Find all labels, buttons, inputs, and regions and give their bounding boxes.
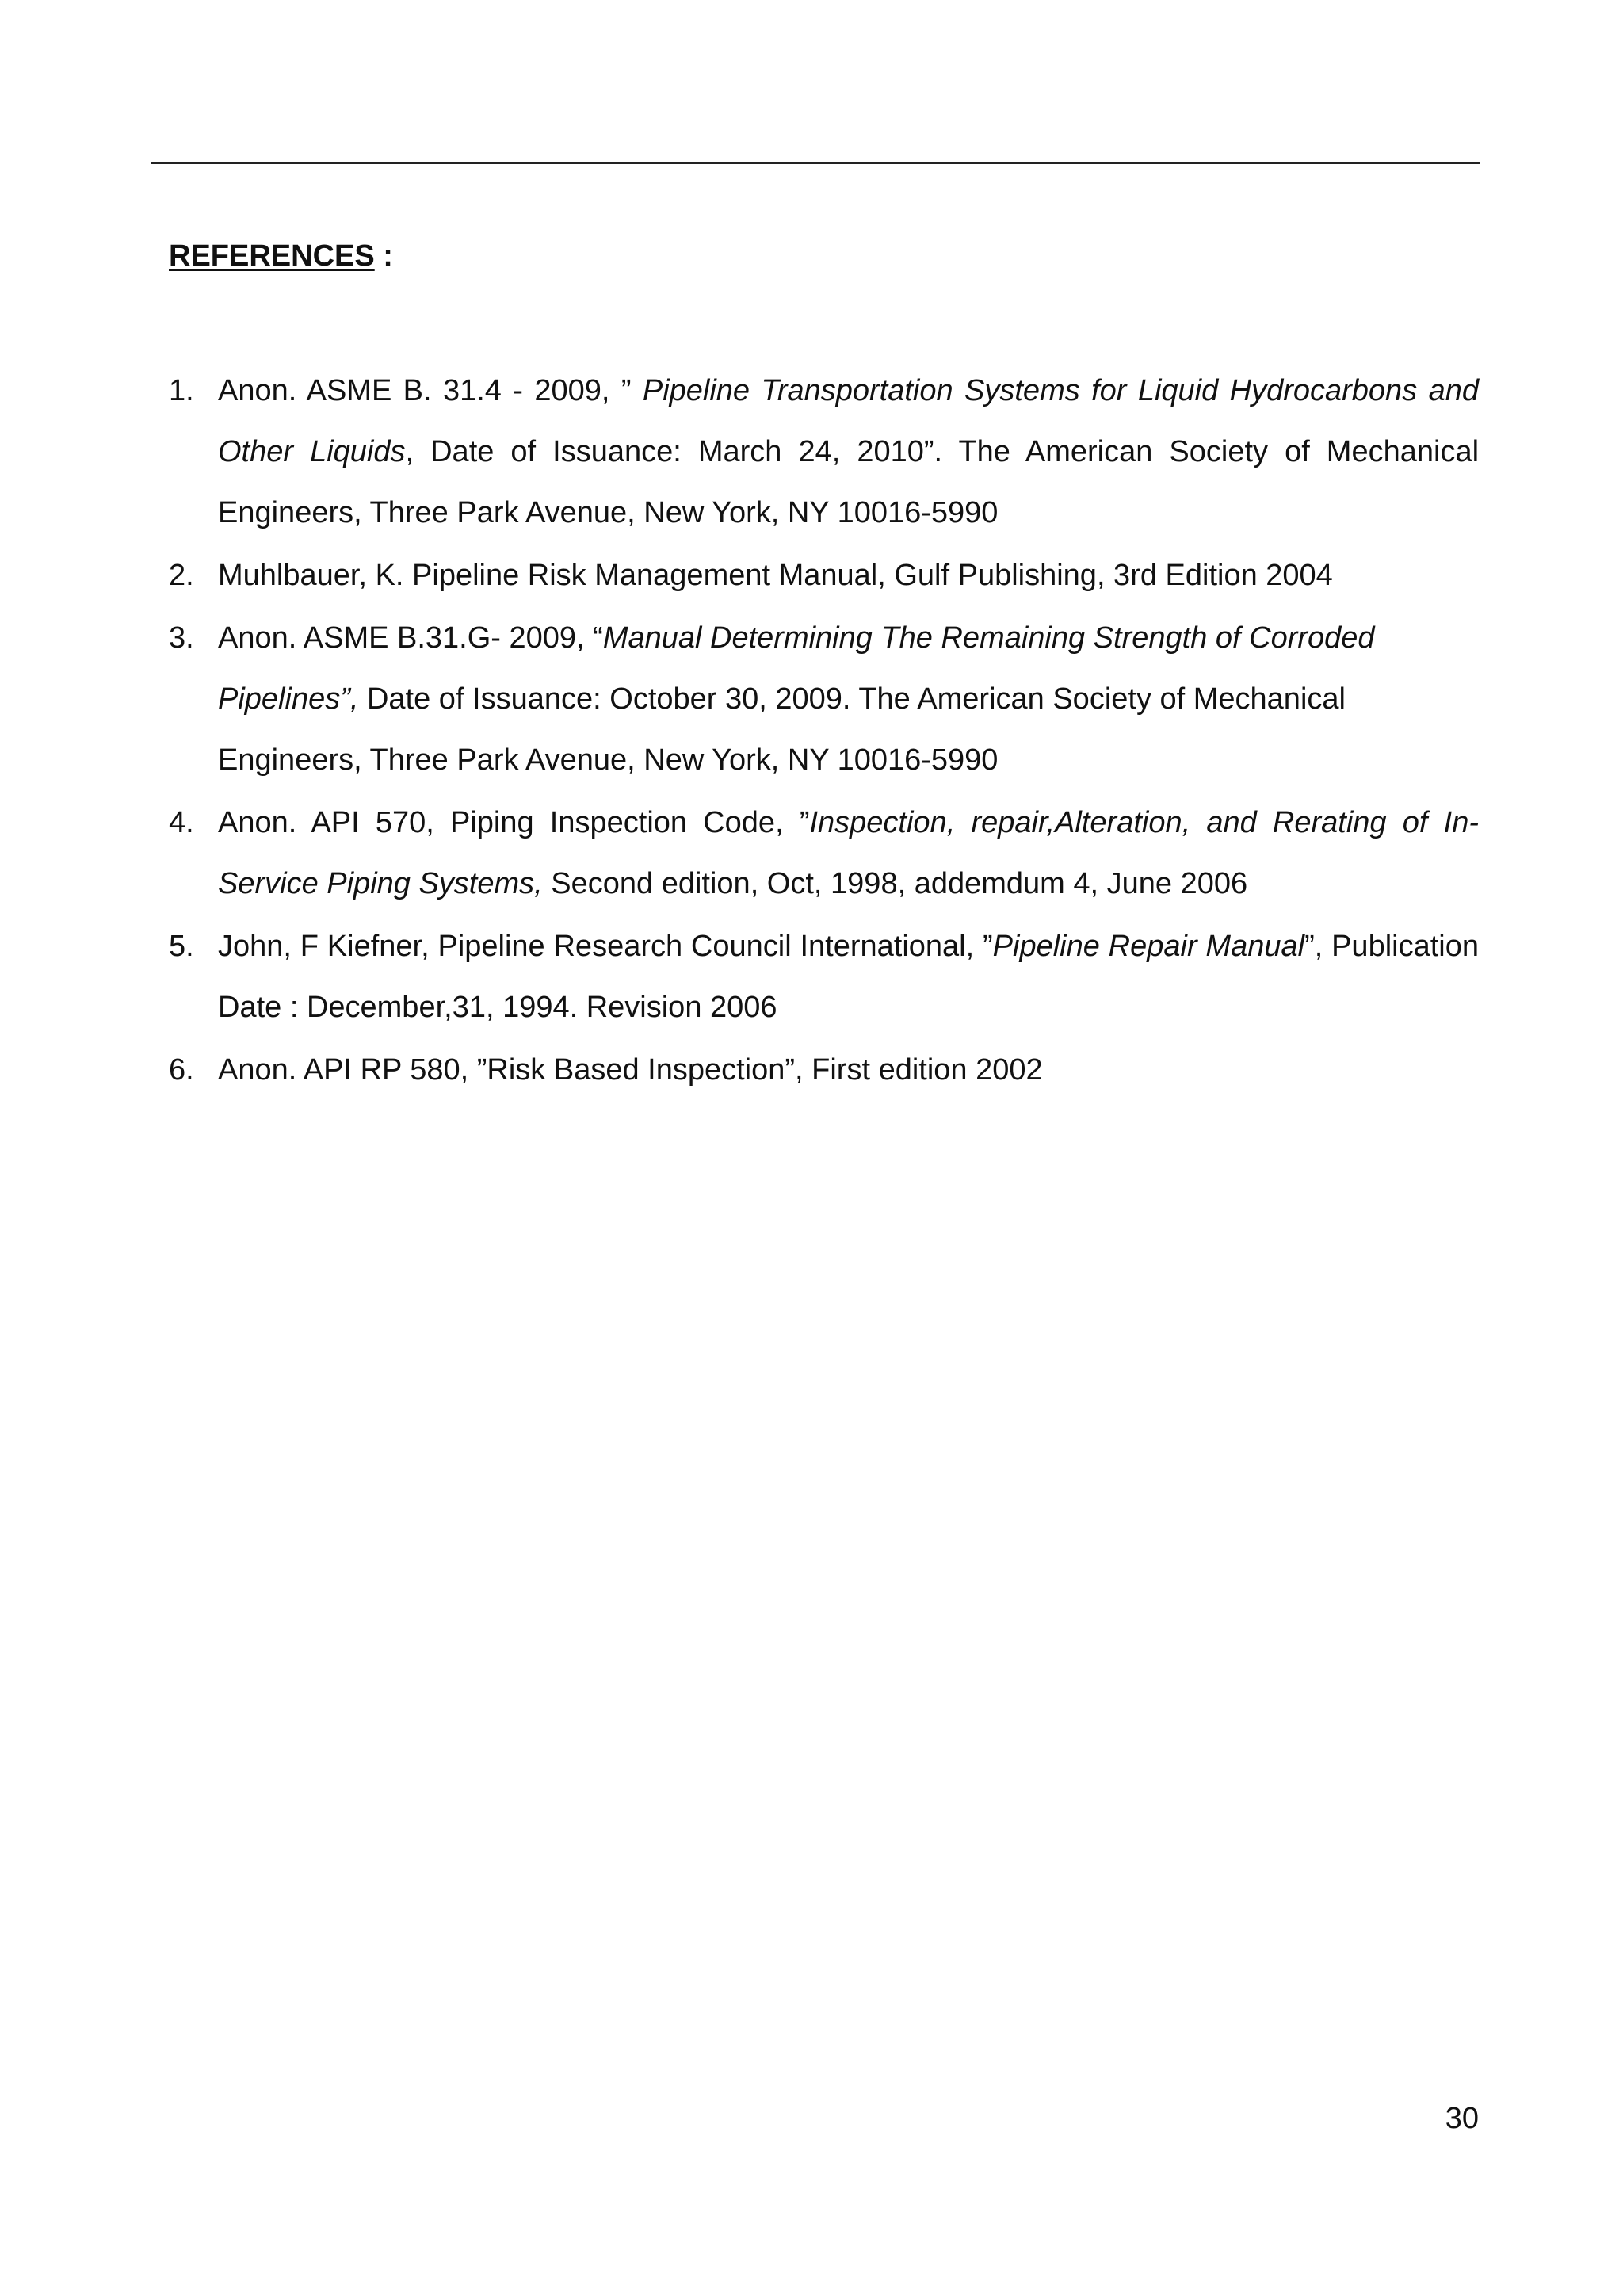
reference-item — [169, 361, 1479, 544]
header-rule — [151, 162, 1480, 164]
reference-number: 6. — [169, 1053, 194, 1087]
reference-title-italic: Pipelines”, — [218, 682, 359, 716]
reference-title-italic: Inspection, repair,Alteration, and Rerating of In-Service Piping Systems, — [218, 806, 1479, 900]
reference-title-italic: Manual Determining The Remaining Strength of Corroded — [602, 621, 1375, 655]
reference-text — [218, 916, 1479, 1038]
reference-text — [218, 1040, 1479, 1101]
reference-text-part: , Date of Issuance: March 24, 2010”. The American Society of Mechanical Engineers, Three Park Avenue, New York, NY 10016-5990 — [218, 435, 1480, 529]
reference-text-part: ”, Publication Date : December,31, 1994. Revision 2006 — [218, 930, 1479, 1024]
reference-text-part: Second edition, Oct, 1998, addemdum 4, June 2006 — [542, 867, 1248, 900]
reference-text — [218, 608, 1479, 791]
reference-item — [169, 1040, 1479, 1101]
reference-text-part: Engineers, Three Park Avenue, New York, NY 10016-5990 — [218, 743, 999, 777]
reference-text-part: Date of Issuance: October 30, 2009. The American Society of Mechanical — [358, 682, 1346, 716]
reference-text — [218, 545, 1479, 606]
reference-text-part: Anon. ASME B.31.G- 2009, “ — [218, 621, 603, 655]
reference-text-part: Anon. ASME B. 31.4 - 2009, ” — [218, 374, 643, 407]
reference-item — [169, 545, 1479, 606]
reference-text-part: John, F Kiefner, Pipeline Research Council International, ” — [218, 930, 993, 963]
reference-text-part: Muhlbauer, K. Pipeline Risk Management Manual, Gulf Publishing, 3rd Edition 2004 — [218, 559, 1333, 592]
reference-number: 5. — [169, 930, 194, 963]
reference-title-italic: Pipeline Repair Manual — [992, 930, 1305, 963]
reference-title-italic: Pipeline Transportation Systems for Liquid Hydrocarbons and Other Liquids — [218, 374, 1479, 468]
references-heading-suffix: : — [374, 239, 393, 273]
page-number: 30 — [1445, 2102, 1479, 2135]
reference-text — [218, 361, 1479, 544]
reference-number: 3. — [169, 621, 194, 655]
references-heading-label: REFERENCES — [169, 239, 375, 273]
reference-text-part: Anon. API RP 580, ”Risk Based Inspection”, First edition 2002 — [218, 1053, 1043, 1087]
references-list — [169, 361, 1479, 1102]
reference-item — [169, 608, 1479, 791]
reference-text-part: Anon. API 570, Piping Inspection Code, ” — [218, 806, 810, 839]
references-heading — [169, 236, 393, 276]
reference-item — [169, 916, 1479, 1038]
reference-item — [169, 793, 1479, 915]
reference-number: 2. — [169, 559, 194, 592]
reference-number: 4. — [169, 806, 194, 839]
reference-number: 1. — [169, 374, 194, 407]
reference-text — [218, 793, 1479, 915]
